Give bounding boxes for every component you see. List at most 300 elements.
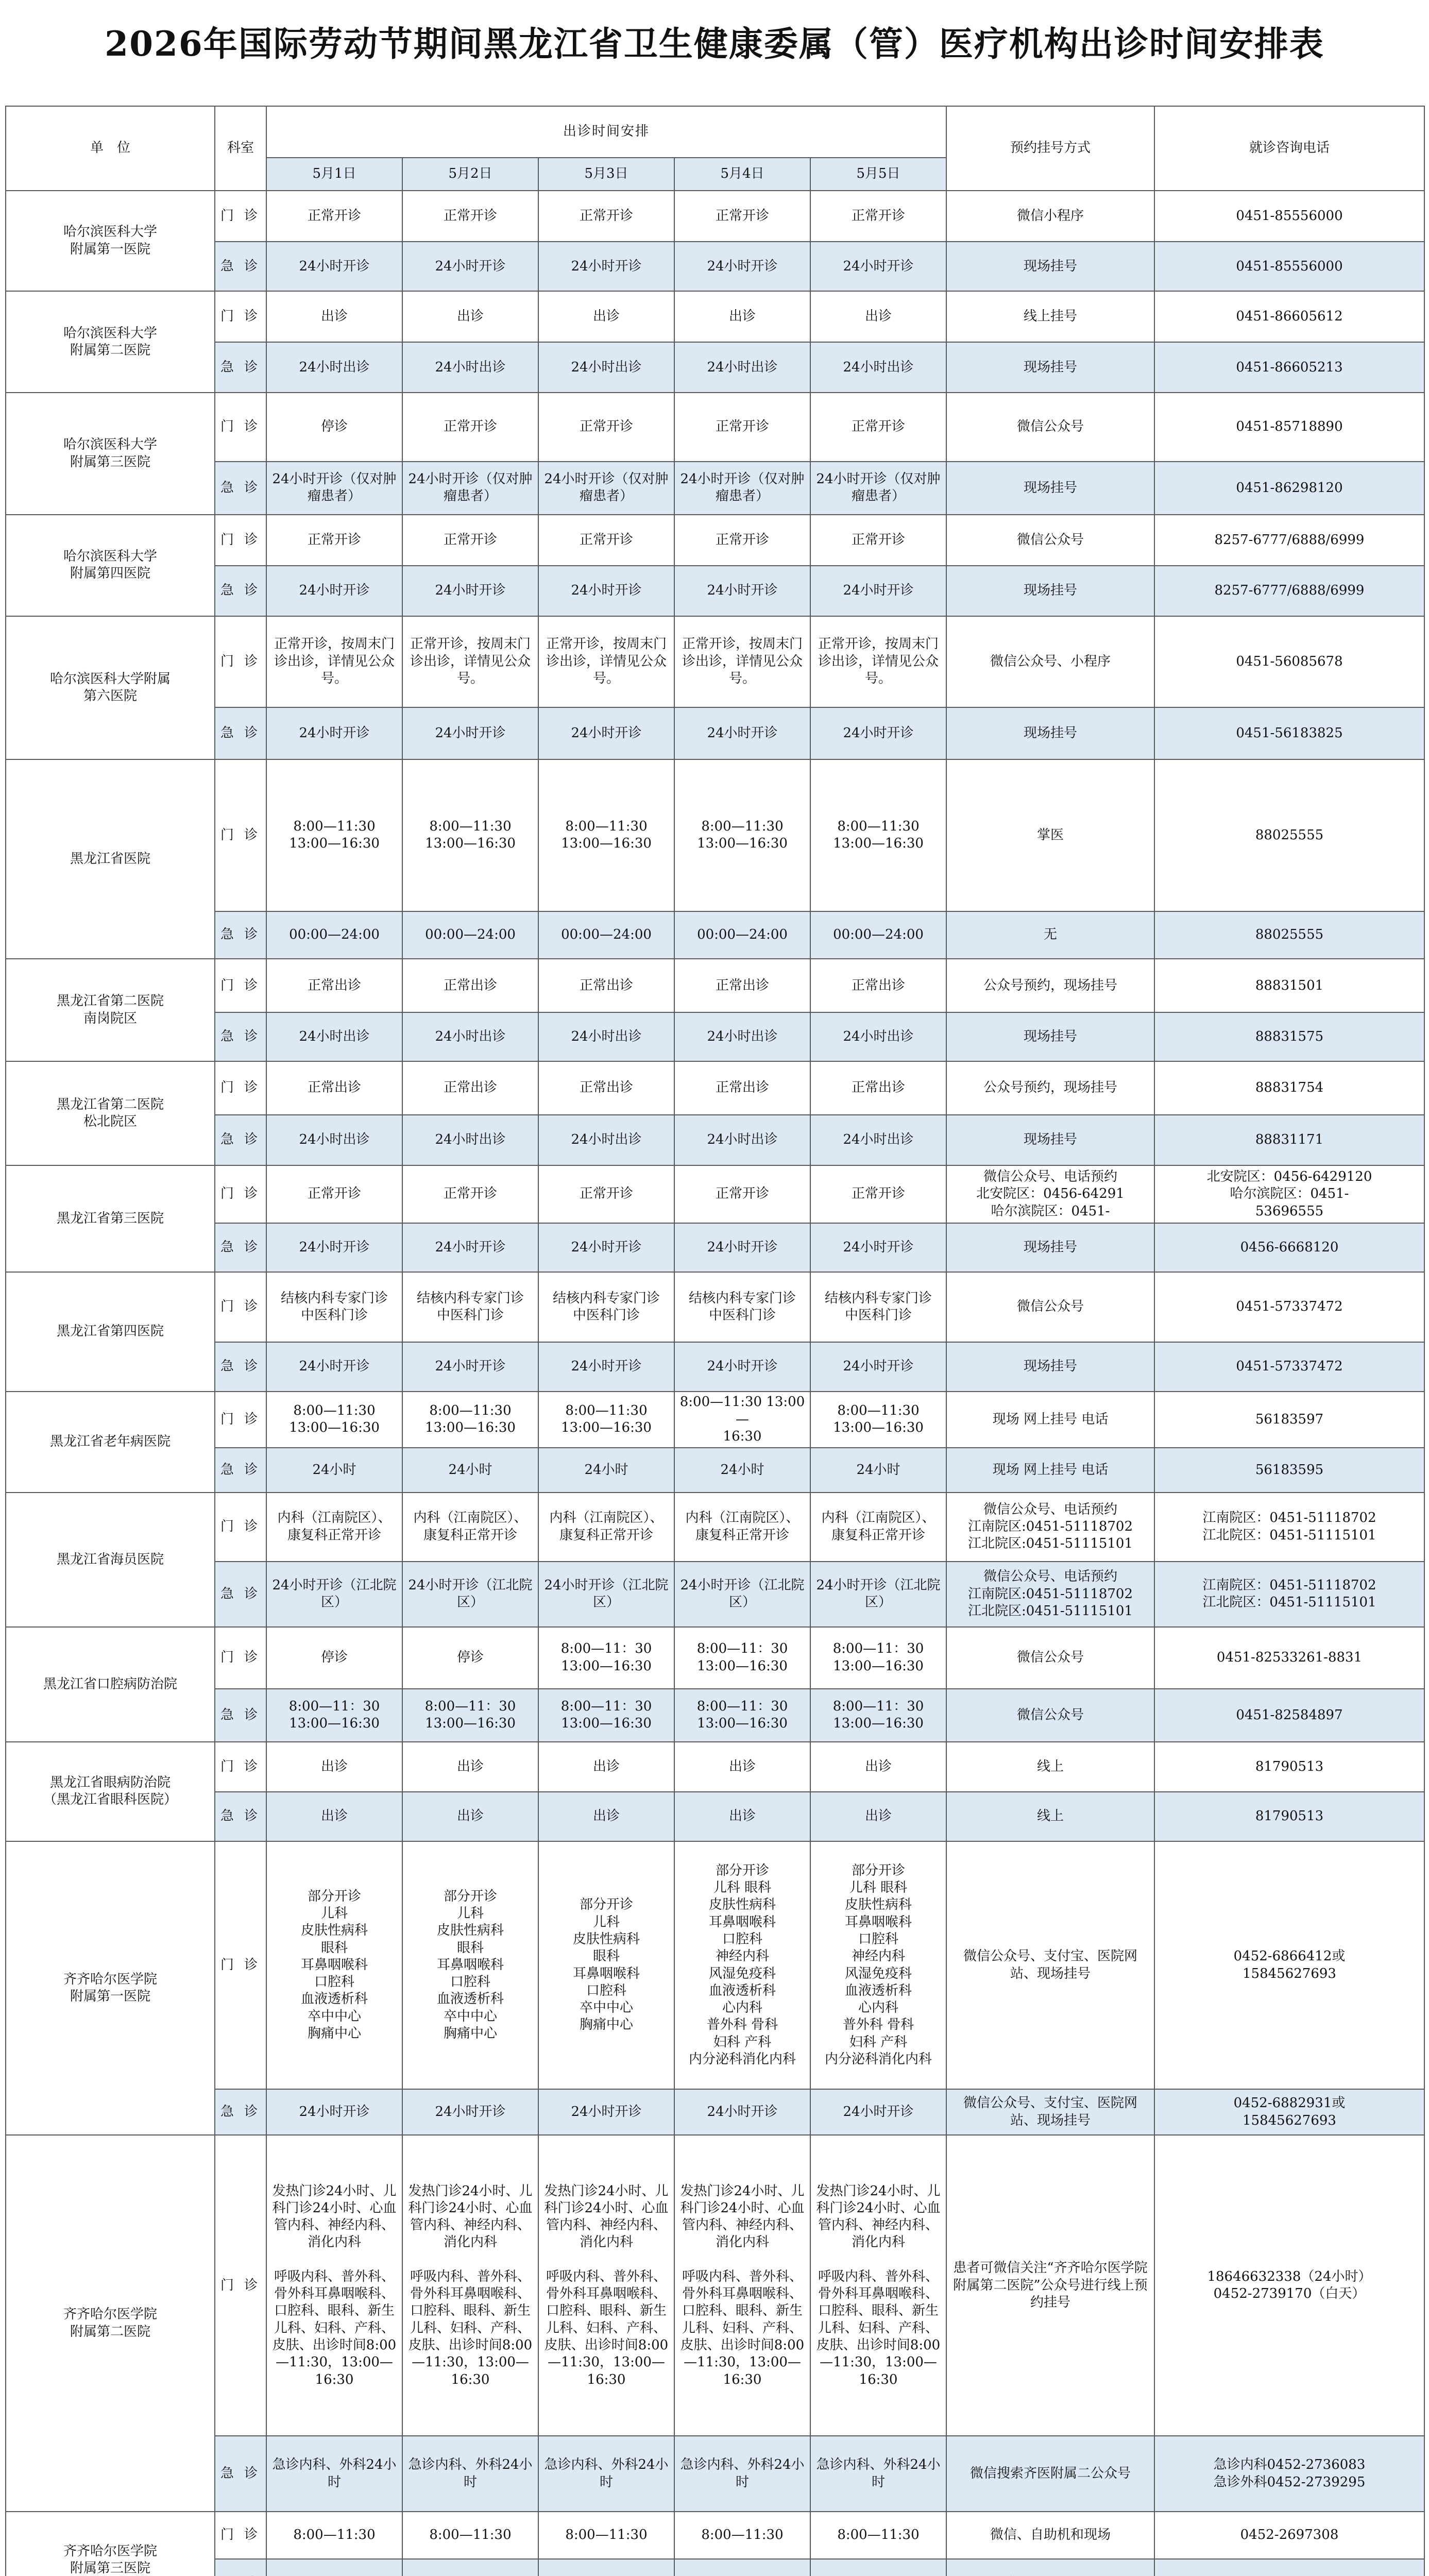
dept-emergency: 急 诊: [215, 911, 266, 959]
consult-phone: 56183597: [1154, 1392, 1424, 1448]
schedule-cell: 发热门诊24小时、儿科门诊24小时、心血管内科、神经内科、消化内科 呼吸内科、普外科、骨外科耳鼻咽喉科、口腔科、眼科、新生儿科、妇科、产科、皮肤、出诊时间8:00—11:30，13:00—16:30: [266, 2135, 402, 2436]
schedule-cell: [266, 2559, 402, 2576]
schedule-cell: 8:00—11:30 13:00—16:30: [402, 1392, 538, 1448]
booking-method: 公众号预约，现场挂号: [946, 1061, 1154, 1114]
schedule-cell: 24小时: [674, 1448, 810, 1493]
hospital-name: 哈尔滨医科大学 附属第二医院: [6, 291, 215, 393]
schedule-cell: 24小时开诊（江北院区）: [402, 1562, 538, 1627]
row-outpatient: [6, 1841, 1424, 2089]
header-unit: 单 位: [6, 106, 215, 191]
schedule-cell: 8:00—11:30 13:00—16:30: [266, 1392, 402, 1448]
dept-outpatient: 门 诊: [215, 759, 266, 911]
booking-method: 微信公众号: [946, 393, 1154, 461]
booking-method: 线上: [946, 1742, 1154, 1792]
schedule-cell: 8:00—11：30 13:00—16:30: [674, 1689, 810, 1742]
hospital-name: 黑龙江省第三医院: [6, 1165, 215, 1273]
schedule-cell: 正常出诊: [674, 1061, 810, 1114]
schedule-cell: 24小时开诊: [402, 1342, 538, 1392]
schedule-cell: 8:00—11:30 13:00—16:30: [402, 759, 538, 911]
schedule-cell: 正常开诊: [674, 515, 810, 566]
row-outpatient: [6, 191, 1424, 242]
schedule-cell: 24小时开诊（江北院区）: [538, 1562, 674, 1627]
consult-phone: 0451-86298120: [1154, 462, 1424, 515]
schedule-cell: 正常开诊，按周末门诊出诊，详情见公众号。: [266, 616, 402, 707]
row-emergency: [6, 566, 1424, 616]
schedule-cell: 正常开诊: [402, 393, 538, 461]
dept-outpatient: 门 诊: [215, 1627, 266, 1689]
schedule-cell: 24小时开诊: [538, 242, 674, 291]
row-emergency: [6, 1689, 1424, 1742]
schedule-cell: 00:00—24:00: [674, 911, 810, 959]
booking-method: [946, 2559, 1154, 2576]
schedule-cell: 8:00—11:30: [538, 2512, 674, 2559]
consult-phone: 0452-2697308: [1154, 2512, 1424, 2559]
consult-phone: 0451-85556000: [1154, 242, 1424, 291]
row-outpatient: [6, 959, 1424, 1012]
row-emergency: [6, 1448, 1424, 1493]
row-emergency: [6, 1792, 1424, 1841]
row-emergency: [6, 2559, 1424, 2576]
booking-method: 微信公众号、小程序: [946, 616, 1154, 707]
booking-method: 线上: [946, 1792, 1154, 1841]
header-schedule: 出诊时间安排: [266, 106, 946, 158]
consult-phone: 0456-6668120: [1154, 1223, 1424, 1272]
dept-emergency: 急 诊: [215, 1115, 266, 1165]
schedule-cell: 正常开诊: [402, 1165, 538, 1224]
header-department: 科室: [215, 106, 266, 191]
schedule-cell: 出诊: [538, 1792, 674, 1841]
schedule-cell: 出诊: [538, 291, 674, 342]
booking-method: 现场挂号: [946, 566, 1154, 616]
dept-outpatient: 门 诊: [215, 1841, 266, 2089]
dept-emergency: 急 诊: [215, 242, 266, 291]
schedule-cell: 8:00—11：30 13:00—16:30: [810, 1627, 946, 1689]
consult-phone: 0451-57337472: [1154, 1272, 1424, 1342]
schedule-cell: 内科（江南院区）、康复科正常开诊: [538, 1493, 674, 1562]
booking-method: 现场挂号: [946, 462, 1154, 515]
schedule-cell: 内科（江南院区）、康复科正常开诊: [810, 1493, 946, 1562]
schedule-cell: 8:00—11:30: [810, 2512, 946, 2559]
dept-emergency: 急 诊: [215, 1448, 266, 1493]
schedule-cell: 24小时出诊: [402, 1012, 538, 1061]
row-emergency: [6, 342, 1424, 393]
schedule-cell: 正常出诊: [538, 1061, 674, 1114]
schedule-cell: 24小时开诊: [266, 566, 402, 616]
schedule-cell: 24小时出诊: [266, 1115, 402, 1165]
schedule-cell: 部分开诊 儿科 皮肤性病科 眼科 耳鼻咽喉科 口腔科 卒中中心 胸痛中心: [538, 1841, 674, 2089]
schedule-cell: 正常开诊: [674, 191, 810, 242]
schedule-cell: 正常开诊: [266, 515, 402, 566]
dept-outpatient: 门 诊: [215, 191, 266, 242]
header-day: 5月3日: [538, 158, 674, 191]
dept-outpatient: 门 诊: [215, 1392, 266, 1448]
schedule-cell: 8:00—11:30 13:00—16:30: [538, 1392, 674, 1448]
dept-emergency: 急 诊: [215, 1689, 266, 1742]
hospital-name: 黑龙江省第四医院: [6, 1272, 215, 1391]
schedule-cell: 正常开诊: [810, 191, 946, 242]
schedule-cell: [538, 2559, 674, 2576]
schedule-cell: 8:00—11：30 13:00—16:30: [538, 1689, 674, 1742]
header-phone: 就诊咨询电话: [1154, 106, 1424, 191]
schedule-cell: 正常开诊: [402, 515, 538, 566]
schedule-cell: 24小时开诊: [810, 566, 946, 616]
schedule-cell: 内科（江南院区）、康复科正常开诊: [674, 1493, 810, 1562]
schedule-cell: 8:00—11：30 13:00—16:30: [402, 1689, 538, 1742]
schedule-cell: 8:00—11：30 13:00—16:30: [674, 1627, 810, 1689]
booking-method: 微信公众号: [946, 1689, 1154, 1742]
booking-method: 现场挂号: [946, 707, 1154, 759]
schedule-cell: 24小时出诊: [810, 1115, 946, 1165]
row-outpatient: [6, 616, 1424, 707]
hospital-name: 黑龙江省第二医院 南岗院区: [6, 959, 215, 1061]
dept-emergency: 急 诊: [215, 1562, 266, 1627]
dept-outpatient: 门 诊: [215, 291, 266, 342]
booking-method: 微信公众号、支付宝、医院网站、现场挂号: [946, 1841, 1154, 2089]
schedule-cell: 出诊: [810, 1742, 946, 1792]
schedule-cell: 出诊: [674, 291, 810, 342]
schedule-cell: 24小时开诊（江北院区）: [266, 1562, 402, 1627]
schedule-cell: 出诊: [402, 291, 538, 342]
dept-outpatient: 门 诊: [215, 1742, 266, 1792]
row-outpatient: [6, 2512, 1424, 2559]
consult-phone: 0451-56183825: [1154, 707, 1424, 759]
header-day: 5月4日: [674, 158, 810, 191]
hospital-name: 黑龙江省海员医院: [6, 1493, 215, 1627]
hospital-name: 黑龙江省第二医院 松北院区: [6, 1061, 215, 1165]
consult-phone: 0451-57337472: [1154, 1342, 1424, 1392]
schedule-cell: [402, 2559, 538, 2576]
dept-emergency: 急 诊: [215, 2089, 266, 2135]
schedule-cell: 8:00—11：30 13:00—16:30: [266, 1689, 402, 1742]
consult-phone: 江南院区：0451-51118702 江北院区：0451-51115101: [1154, 1493, 1424, 1562]
schedule-cell: 24小时开诊: [266, 2089, 402, 2135]
schedule-cell: 正常出诊: [810, 1061, 946, 1114]
row-outpatient: [6, 1627, 1424, 1689]
booking-method: 无: [946, 911, 1154, 959]
booking-method: 现场 网上挂号 电话: [946, 1392, 1154, 1448]
schedule-cell: 结核内科专家门诊 中医科门诊: [674, 1272, 810, 1342]
schedule-cell: 正常开诊: [674, 393, 810, 461]
schedule-cell: 出诊: [810, 1792, 946, 1841]
schedule-table: [5, 106, 1425, 2576]
consult-phone: 81790513: [1154, 1742, 1424, 1792]
schedule-cell: 正常开诊，按周末门诊出诊，详情见公众号。: [538, 616, 674, 707]
schedule-cell: 24小时开诊: [674, 1342, 810, 1392]
schedule-cell: 停诊: [266, 393, 402, 461]
schedule-cell: 出诊: [402, 1792, 538, 1841]
consult-phone: 8257-6777/6888/6999: [1154, 515, 1424, 566]
schedule-cell: 正常出诊: [266, 1061, 402, 1114]
dept-emergency: 急 诊: [215, 1223, 266, 1272]
schedule-cell: 8:00—11:30 13:00—16:30: [266, 759, 402, 911]
consult-phone: 88831501: [1154, 959, 1424, 1012]
schedule-cell: 正常出诊: [810, 959, 946, 1012]
row-outpatient: [6, 759, 1424, 911]
consult-phone: 88025555: [1154, 911, 1424, 959]
schedule-cell: 24小时开诊（仅对肿瘤患者）: [538, 462, 674, 515]
consult-phone: 0452-6866412或 15845627693: [1154, 1841, 1424, 2089]
schedule-cell: 24小时出诊: [266, 342, 402, 393]
schedule-cell: 发热门诊24小时、儿科门诊24小时、心血管内科、神经内科、消化内科 呼吸内科、普外科、骨外科耳鼻咽喉科、口腔科、眼科、新生儿科、妇科、产科、皮肤、出诊时间8:00—11:30，13:00—16:30: [538, 2135, 674, 2436]
schedule-cell: 24小时: [538, 1448, 674, 1493]
booking-method: 微信公众号、电话预约 江南院区:0451-51118702 江北院区:0451-51115101: [946, 1493, 1154, 1562]
schedule-cell: 发热门诊24小时、儿科门诊24小时、心血管内科、神经内科、消化内科 呼吸内科、普外科、骨外科耳鼻咽喉科、口腔科、眼科、新生儿科、妇科、产科、皮肤、出诊时间8:00—11:30，13:00—16:30: [402, 2135, 538, 2436]
row-emergency: [6, 462, 1424, 515]
booking-method: 掌医: [946, 759, 1154, 911]
schedule-cell: 结核内科专家门诊 中医科门诊: [402, 1272, 538, 1342]
booking-method: 微信、自助机和现场: [946, 2512, 1154, 2559]
schedule-cell: 正常开诊: [538, 191, 674, 242]
schedule-cell: 正常出诊: [266, 959, 402, 1012]
schedule-cell: 24小时开诊: [674, 707, 810, 759]
schedule-cell: 出诊: [674, 1742, 810, 1792]
row-emergency: [6, 2436, 1424, 2512]
consult-phone: 81790513: [1154, 1792, 1424, 1841]
schedule-body: [6, 191, 1424, 2576]
schedule-cell: 24小时开诊: [674, 1223, 810, 1272]
row-outpatient: [6, 1493, 1424, 1562]
dept-outpatient: 门 诊: [215, 1061, 266, 1114]
booking-method: 患者可微信关注“齐齐哈尔医学院附属第二医院”公众号进行线上预约挂号: [946, 2135, 1154, 2436]
schedule-cell: 出诊: [266, 1792, 402, 1841]
dept-outpatient: 门 诊: [215, 616, 266, 707]
row-emergency: [6, 707, 1424, 759]
consult-phone: 88831754: [1154, 1061, 1424, 1114]
booking-method: 现场挂号: [946, 1342, 1154, 1392]
schedule-cell: 部分开诊 儿科 眼科 皮肤性病科 耳鼻咽喉科 口腔科 神经内科 风湿免疫科 血液透析科 心内科 普外科 骨科 妇科 产科 内分泌科消化内科: [810, 1841, 946, 2089]
consult-phone: 0451-86605213: [1154, 342, 1424, 393]
schedule-cell: 8:00—11:30 13:00—16:30: [674, 759, 810, 911]
schedule-cell: 24小时出诊: [538, 1012, 674, 1061]
row-outpatient: [6, 291, 1424, 342]
schedule-cell: 24小时开诊: [674, 566, 810, 616]
hospital-name: 哈尔滨医科大学附属 第六医院: [6, 616, 215, 759]
page-title: 2026年国际劳动节期间黑龙江省卫生健康委属（管）医疗机构出诊时间安排表: [105, 23, 1324, 64]
schedule-cell: 正常开诊，按周末门诊出诊，详情见公众号。: [402, 616, 538, 707]
row-emergency: [6, 1115, 1424, 1165]
schedule-cell: 24小时开诊: [674, 242, 810, 291]
schedule-cell: 正常开诊: [810, 1165, 946, 1224]
schedule-cell: 出诊: [538, 1742, 674, 1792]
dept-outpatient: 门 诊: [215, 1493, 266, 1562]
consult-phone: 北安院区：0456-6429120 哈尔滨院区：0451- 53696555: [1154, 1165, 1424, 1224]
hospital-name: 黑龙江省老年病医院: [6, 1392, 215, 1493]
row-outpatient: [6, 1272, 1424, 1342]
booking-method: 现场 网上挂号 电话: [946, 1448, 1154, 1493]
schedule-cell: 正常开诊: [810, 515, 946, 566]
dept-outpatient: 门 诊: [215, 393, 266, 461]
hospital-name: 黑龙江省口腔病防治院: [6, 1627, 215, 1742]
schedule-cell: 正常开诊，按周末门诊出诊，详情见公众号。: [810, 616, 946, 707]
schedule-cell: 急诊内科、外科24小时: [674, 2436, 810, 2512]
row-emergency: [6, 2089, 1424, 2135]
booking-method: 微信小程序: [946, 191, 1154, 242]
booking-method: 现场挂号: [946, 1223, 1154, 1272]
schedule-cell: 8:00—11:30: [402, 2512, 538, 2559]
consult-phone: 0451-56085678: [1154, 616, 1424, 707]
schedule-cell: 正常出诊: [674, 959, 810, 1012]
schedule-cell: 正常出诊: [402, 1061, 538, 1114]
header-day: 5月5日: [810, 158, 946, 191]
schedule-cell: 发热门诊24小时、儿科门诊24小时、心血管内科、神经内科、消化内科 呼吸内科、普外科、骨外科耳鼻咽喉科、口腔科、眼科、新生儿科、妇科、产科、皮肤、出诊时间8:00—11:30，13:00—16:30: [674, 2135, 810, 2436]
schedule-cell: 24小时开诊: [538, 1342, 674, 1392]
schedule-cell: 8:00—11:30: [266, 2512, 402, 2559]
schedule-cell: 结核内科专家门诊 中医科门诊: [266, 1272, 402, 1342]
consult-phone: 0451-85556000: [1154, 191, 1424, 242]
schedule-cell: 24小时开诊（仅对肿瘤患者）: [810, 462, 946, 515]
booking-method: 线上挂号: [946, 291, 1154, 342]
dept-outpatient: 门 诊: [215, 2512, 266, 2559]
schedule-cell: 正常出诊: [402, 959, 538, 1012]
consult-phone: 88025555: [1154, 759, 1424, 911]
schedule-cell: 部分开诊 儿科 皮肤性病科 眼科 耳鼻咽喉科 口腔科 血液透析科 卒中中心 胸痛中心: [402, 1841, 538, 2089]
row-emergency: [6, 911, 1424, 959]
booking-method: 微信公众号: [946, 515, 1154, 566]
schedule-cell: 24小时出诊: [810, 342, 946, 393]
schedule-cell: 正常开诊: [266, 1165, 402, 1224]
schedule-cell: 00:00—24:00: [810, 911, 946, 959]
schedule-cell: 24小时出诊: [402, 1115, 538, 1165]
schedule-cell: 8:00—11:30: [674, 2512, 810, 2559]
consult-phone: 0451-82584897: [1154, 1689, 1424, 1742]
schedule-cell: 24小时开诊: [402, 566, 538, 616]
schedule-cell: 正常开诊: [402, 191, 538, 242]
schedule-cell: 24小时出诊: [674, 1115, 810, 1165]
dept-emergency: 急 诊: [215, 2436, 266, 2512]
schedule-cell: 24小时开诊（江北院区）: [810, 1562, 946, 1627]
consult-phone: 88831171: [1154, 1115, 1424, 1165]
schedule-cell: 停诊: [402, 1627, 538, 1689]
dept-outpatient: 门 诊: [215, 1165, 266, 1224]
row-outpatient: [6, 1061, 1424, 1114]
schedule-cell: 24小时出诊: [266, 1012, 402, 1061]
schedule-cell: 8:00—11：30 13:00—16:30: [810, 1689, 946, 1742]
schedule-cell: 24小时: [810, 1448, 946, 1493]
schedule-cell: 24小时开诊: [810, 1223, 946, 1272]
schedule-cell: 24小时开诊: [538, 566, 674, 616]
consult-phone: 8257-6777/6888/6999: [1154, 566, 1424, 616]
dept-emergency: 急 诊: [215, 1342, 266, 1392]
dept-emergency: 急 诊: [215, 342, 266, 393]
schedule-cell: 8:00—11:30 13:00—16:30: [538, 759, 674, 911]
schedule-cell: 24小时出诊: [402, 342, 538, 393]
schedule-cell: 24小时开诊: [266, 707, 402, 759]
schedule-cell: 24小时开诊: [810, 242, 946, 291]
row-outpatient: [6, 2135, 1424, 2436]
schedule-cell: 急诊内科、外科24小时: [266, 2436, 402, 2512]
booking-method: 微信公众号、电话预约 江南院区:0451-51118702 江北院区:0451-51115101: [946, 1562, 1154, 1627]
schedule-cell: 00:00—24:00: [266, 911, 402, 959]
schedule-cell: 24小时开诊: [266, 1342, 402, 1392]
hospital-name: 黑龙江省眼病防治院 （黑龙江省眼科医院）: [6, 1742, 215, 1841]
row-outpatient: [6, 1165, 1424, 1224]
hospital-name: 齐齐哈尔医学院 附属第三医院: [6, 2512, 215, 2576]
dept-outpatient: 门 诊: [215, 515, 266, 566]
schedule-cell: 24小时开诊: [538, 2089, 674, 2135]
booking-method: 微信公众号: [946, 1627, 1154, 1689]
schedule-cell: 24小时开诊（仅对肿瘤患者）: [266, 462, 402, 515]
booking-method: 微信搜索齐医附属二公众号: [946, 2436, 1154, 2512]
consult-phone: 0451-86605612: [1154, 291, 1424, 342]
hospital-name: 哈尔滨医科大学 附属第一医院: [6, 191, 215, 291]
booking-method: 微信公众号: [946, 1272, 1154, 1342]
hospital-name: 齐齐哈尔医学院 附属第二医院: [6, 2135, 215, 2512]
header-day: 5月1日: [266, 158, 402, 191]
schedule-cell: 出诊: [402, 1742, 538, 1792]
booking-method: 现场挂号: [946, 1115, 1154, 1165]
schedule-cell: 24小时开诊: [538, 707, 674, 759]
schedule-cell: 24小时开诊: [810, 1342, 946, 1392]
schedule-cell: 出诊: [674, 1792, 810, 1841]
dept-emergency: 急 诊: [215, 462, 266, 515]
schedule-cell: 停诊: [266, 1627, 402, 1689]
hospital-name: 齐齐哈尔医学院 附属第一医院: [6, 1841, 215, 2135]
schedule-cell: 部分开诊 儿科 皮肤性病科 眼科 耳鼻咽喉科 口腔科 血液透析科 卒中中心 胸痛中心: [266, 1841, 402, 2089]
schedule-cell: 24小时出诊: [810, 1012, 946, 1061]
schedule-cell: 8:00—11：30 13:00—16:30: [538, 1627, 674, 1689]
schedule-cell: 正常开诊: [266, 191, 402, 242]
schedule-cell: 24小时出诊: [538, 1115, 674, 1165]
dept-emergency: 急 诊: [215, 1012, 266, 1061]
schedule-cell: 24小时出诊: [674, 342, 810, 393]
schedule-cell: 出诊: [266, 291, 402, 342]
schedule-cell: 24小时开诊（仅对肿瘤患者）: [402, 462, 538, 515]
schedule-cell: 出诊: [810, 291, 946, 342]
row-emergency: [6, 1223, 1424, 1272]
schedule-cell: 8:00—11:30 13:00— 16:30: [674, 1392, 810, 1448]
schedule-cell: 24小时开诊（江北院区）: [674, 1562, 810, 1627]
schedule-cell: [674, 2559, 810, 2576]
row-outpatient: [6, 1392, 1424, 1448]
dept-emergency: 急 诊: [215, 566, 266, 616]
booking-method: 现场挂号: [946, 1012, 1154, 1061]
header-day: 5月2日: [402, 158, 538, 191]
row-emergency: [6, 242, 1424, 291]
consult-phone: 江南院区：0451-51118702 江北院区：0451-51115101: [1154, 1562, 1424, 1627]
row-emergency: [6, 1012, 1424, 1061]
dept-outpatient: 门 诊: [215, 2135, 266, 2436]
consult-phone: [1154, 2559, 1424, 2576]
row-outpatient: [6, 393, 1424, 461]
schedule-cell: 内科（江南院区）、康复科正常开诊: [402, 1493, 538, 1562]
schedule-cell: 24小时开诊: [402, 2089, 538, 2135]
dept-emergency: 急 诊: [215, 707, 266, 759]
schedule-cell: 24小时开诊: [402, 242, 538, 291]
schedule-cell: 24小时开诊: [266, 1223, 402, 1272]
consult-phone: 0452-6882931或 15845627693: [1154, 2089, 1424, 2135]
row-emergency: [6, 1562, 1424, 1627]
schedule-cell: 正常开诊: [674, 1165, 810, 1224]
schedule-cell: 24小时开诊: [538, 1223, 674, 1272]
hospital-name: 哈尔滨医科大学 附属第四医院: [6, 515, 215, 616]
hospital-name: 哈尔滨医科大学 附属第三医院: [6, 393, 215, 514]
booking-method: 微信公众号、支付宝、医院网站、现场挂号: [946, 2089, 1154, 2135]
consult-phone: 88831575: [1154, 1012, 1424, 1061]
schedule-cell: 急诊内科、外科24小时: [538, 2436, 674, 2512]
dept-emergency: 急 诊: [215, 1792, 266, 1841]
schedule-cell: 8:00—11:30 13:00—16:30: [810, 1392, 946, 1448]
schedule-cell: 24小时开诊: [402, 707, 538, 759]
schedule-cell: 24小时: [266, 1448, 402, 1493]
schedule-cell: 24小时开诊: [266, 242, 402, 291]
schedule-cell: 24小时开诊: [674, 2089, 810, 2135]
schedule-cell: 结核内科专家门诊 中医科门诊: [810, 1272, 946, 1342]
booking-method: 现场挂号: [946, 242, 1154, 291]
schedule-cell: 24小时开诊: [810, 707, 946, 759]
row-outpatient: [6, 1742, 1424, 1792]
booking-method: 微信公众号、电话预约 北安院区：0456-64291 哈尔滨院区：0451-: [946, 1165, 1154, 1224]
schedule-cell: 部分开诊 儿科 眼科 皮肤性病科 耳鼻咽喉科 口腔科 神经内科 风湿免疫科 血液透析科 心内科 普外科 骨科 妇科 产科 内分泌科消化内科: [674, 1841, 810, 2089]
